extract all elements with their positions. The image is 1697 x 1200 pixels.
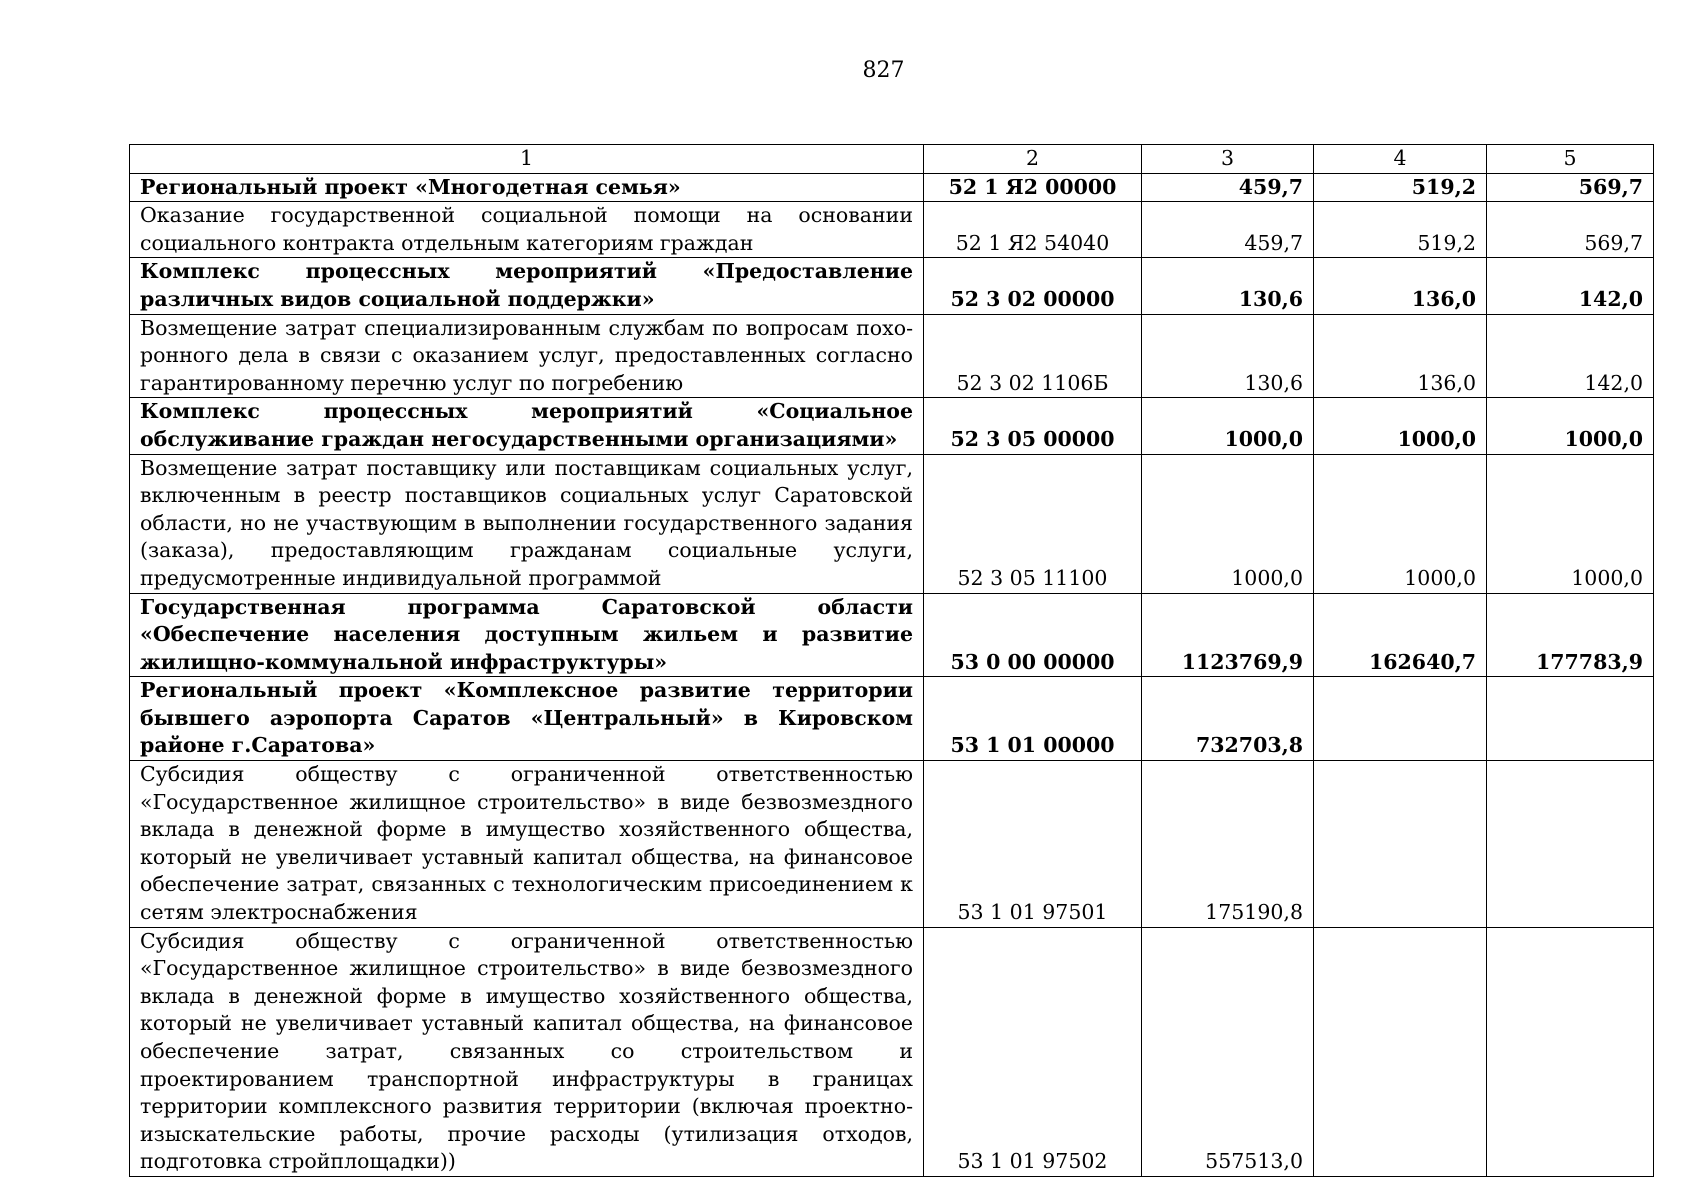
row-value-col3: 1123769,9 (1142, 593, 1314, 677)
page-number: 827 (862, 58, 905, 83)
row-code-cell: 52 3 05 11100 (924, 454, 1142, 593)
row-value-col3: 130,6 (1142, 314, 1314, 398)
row-value-col3: 557513,0 (1142, 927, 1314, 1176)
row-value-col5: 142,0 (1487, 314, 1654, 398)
row-code-cell: 52 1 Я2 00000 (924, 173, 1142, 202)
row-value-col5: 569,7 (1487, 173, 1654, 202)
row-code-cell: 53 0 00 00000 (924, 593, 1142, 677)
row-name-cell: Субсидия обществу с ограниченной ответственностью «Государственное жилищное строительство» в виде безвозмездного вклада в денежной форме в имущество хозяйственного общества, который не увеличивает уставный капитал общества, на финансовое обеспечение затрат, связанных с технологическим присоединением к сетям электроснабжения (130, 761, 924, 928)
header-col-3: 3 (1142, 145, 1314, 174)
row-value-col4 (1314, 761, 1487, 928)
row-value-col3: 459,7 (1142, 173, 1314, 202)
row-name-cell: Комплекс процессных мероприятий «Предоставление различных видов социальной поддержки» (130, 258, 924, 314)
row-name-cell: Возмещение затрат специализированным службам по вопросам похоронного дела в связи с оказанием услуг, предоставленных согласно гарантированному перечню услуг по погребению (130, 314, 924, 398)
table-row (130, 454, 1654, 593)
row-code-cell: 52 3 02 1106Б (924, 314, 1142, 398)
table-row (130, 677, 1654, 761)
header-row (130, 145, 1654, 174)
row-value-col5 (1487, 677, 1654, 761)
row-value-col3: 130,6 (1142, 258, 1314, 314)
row-code-cell: 53 1 01 00000 (924, 677, 1142, 761)
header-col-4: 4 (1314, 145, 1487, 174)
row-value-col3: 1000,0 (1142, 454, 1314, 593)
row-code-cell: 53 1 01 97501 (924, 761, 1142, 928)
row-value-col4 (1314, 677, 1487, 761)
row-name-cell: Оказание государственной социальной помощи на основании социального контракта отдельным категориям граждан (130, 202, 924, 258)
table-row (130, 202, 1654, 258)
row-value-col5: 142,0 (1487, 258, 1654, 314)
header-col-1: 1 (130, 145, 924, 174)
row-value-col5: 177783,9 (1487, 593, 1654, 677)
row-value-col5 (1487, 927, 1654, 1176)
row-value-col4: 519,2 (1314, 173, 1487, 202)
table-row (130, 927, 1654, 1176)
row-value-col3: 732703,8 (1142, 677, 1314, 761)
row-name-cell: Региональный проект «Многодетная семья» (130, 173, 924, 202)
row-code-cell: 52 3 05 00000 (924, 398, 1142, 454)
header-col-5: 5 (1487, 145, 1654, 174)
table-row (130, 398, 1654, 454)
row-value-col5 (1487, 761, 1654, 928)
table-row (130, 258, 1654, 314)
row-name-cell: Государственная программа Саратовской области «Обеспечение населения доступным жильем и развитие жилищно-коммунальной инфраструктуры» (130, 593, 924, 677)
budget-table (129, 144, 1654, 1177)
row-name-cell: Возмещение затрат поставщику или поставщикам социальных услуг, включенным в реестр поставщиков социальных услуг Саратовской области, но не участвующим в выполнении государственного задания (заказа), предоставляющим гражданам социальные услуги, предусмотренные индивидуальной программой (130, 454, 924, 593)
row-value-col4 (1314, 927, 1487, 1176)
row-value-col5: 569,7 (1487, 202, 1654, 258)
table-row (130, 314, 1654, 398)
row-value-col4: 136,0 (1314, 314, 1487, 398)
row-name-cell: Субсидия обществу с ограниченной ответственностью «Государственное жилищное строительство» в виде безвозмездного вклада в денежной форме в имущество хозяйственного общества, который не увеличивает уставный капитал общества, на финансовое обеспечение затрат, связанных со строительством и проектированием транспортной инфраструктуры в границах территории комплексного развития территории (включая проектно-изыскательские работы, прочие расходы (утилизация отходов, подготовка стройплощадки)) (130, 927, 924, 1176)
row-value-col3: 459,7 (1142, 202, 1314, 258)
row-value-col5: 1000,0 (1487, 454, 1654, 593)
table-row (130, 761, 1654, 928)
row-code-cell: 52 3 02 00000 (924, 258, 1142, 314)
row-value-col5: 1000,0 (1487, 398, 1654, 454)
table-row (130, 593, 1654, 677)
header-col-2: 2 (924, 145, 1142, 174)
row-value-col3: 1000,0 (1142, 398, 1314, 454)
row-name-cell: Комплекс процессных мероприятий «Социальное обслуживание граждан негосударственными организациями» (130, 398, 924, 454)
row-value-col4: 1000,0 (1314, 454, 1487, 593)
row-value-col3: 175190,8 (1142, 761, 1314, 928)
row-value-col4: 1000,0 (1314, 398, 1487, 454)
row-value-col4: 519,2 (1314, 202, 1487, 258)
row-value-col4: 136,0 (1314, 258, 1487, 314)
row-code-cell: 52 1 Я2 54040 (924, 202, 1142, 258)
table-row (130, 173, 1654, 202)
row-code-cell: 53 1 01 97502 (924, 927, 1142, 1176)
row-name-cell: Региональный проект «Комплексное развитие территории бывшего аэропорта Саратов «Центральный» в Кировском районе г.Саратова» (130, 677, 924, 761)
row-value-col4: 162640,7 (1314, 593, 1487, 677)
